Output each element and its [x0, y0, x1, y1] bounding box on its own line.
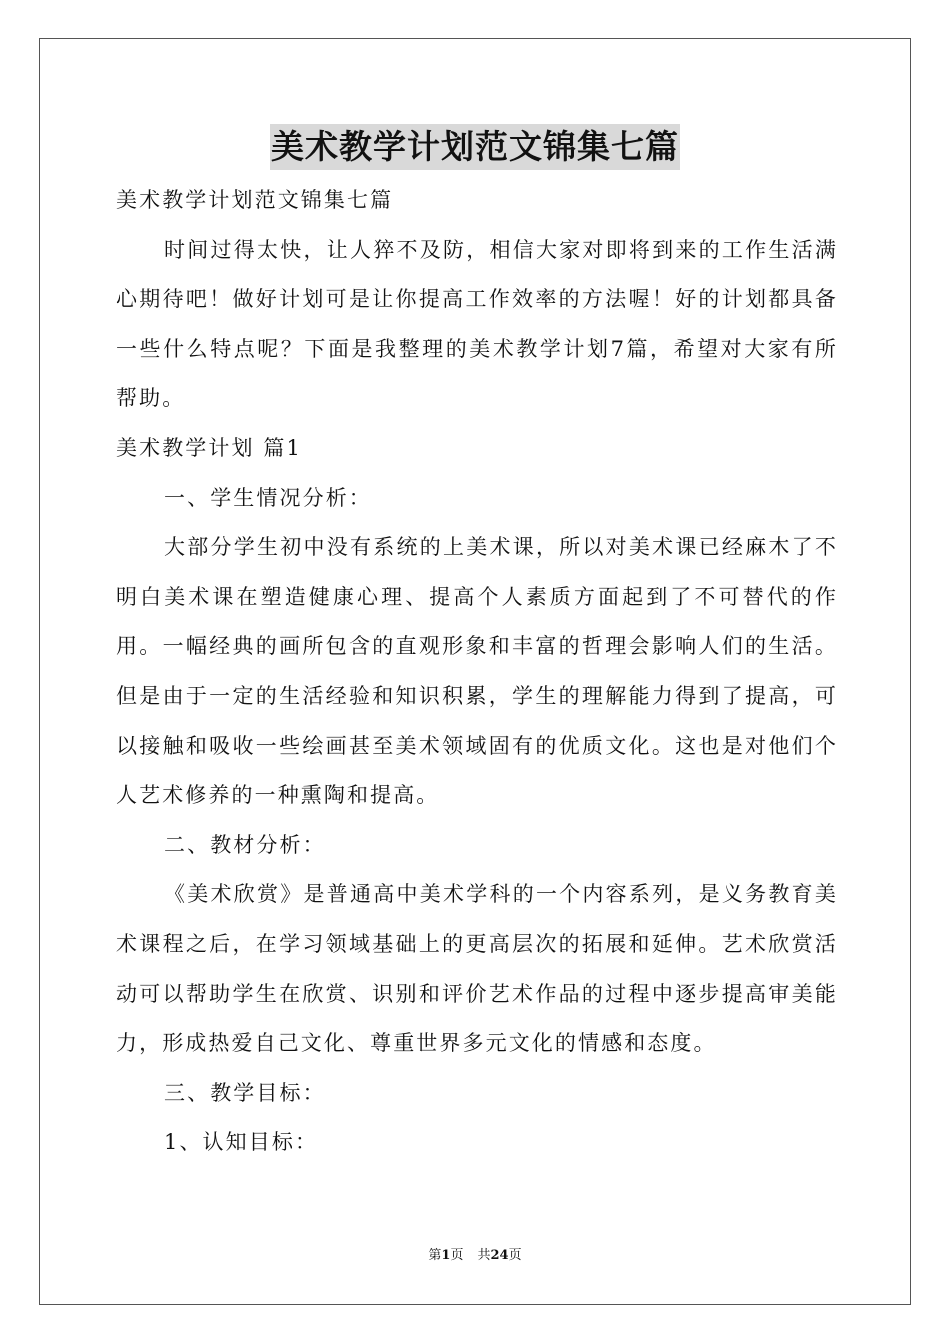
page-prefix: 第: [428, 1248, 442, 1263]
total-prefix: 共: [477, 1248, 491, 1263]
student-analysis-paragraph: 大部分学生初中没有系统的上美术课，所以对美术课已经麻木了不明白美术课在塑造健康心理、提高个人素质方面起到了不可替代的作用。一幅经典的画所包含的直观形象和丰富的哲理会影响人们的生活。但是由于一定的生活经验和知识积累，学生的理解能力得到了提高，可以接触和吸收一些绘画甚至美术领域固有的优质文化。这也是对他们个人艺术修养的一种熏陶和提高。: [116, 535, 838, 808]
subheading-teaching-goals: 三、教学目标：: [164, 1080, 326, 1105]
subheading-student-analysis: 一、学生情况分析：: [164, 485, 372, 510]
subtitle-line: 美术教学计划范文锦集七篇: [116, 188, 394, 212]
document-title: 美术教学计划范文锦集七篇: [270, 124, 680, 170]
title-area: [0, 124, 950, 170]
page-footer: [0, 1247, 950, 1265]
section-heading: 美术教学计划 篇1: [116, 435, 302, 460]
material-analysis-paragraph: 《美术欣赏》是普通高中美术学科的一个内容系列，是义务教育美术课程之后，在学习领域基础上的更高层次的拓展和延伸。艺术欣赏活动可以帮助学生在欣赏、识别和评价艺术作品的过程中逐步提高审美能力，形成热爱自己文化、尊重世界多元文化的情感和态度。: [116, 882, 838, 1056]
document-body: [116, 176, 838, 1168]
subheading-cognitive-goals: 1、认知目标：: [164, 1130, 319, 1155]
page-suffix: 页: [450, 1248, 464, 1263]
intro-paragraph: 时间过得太快，让人猝不及防，相信大家对即将到来的工作生活满心期待吧！做好计划可是让你提高工作效率的方法喔！好的计划都具备一些什么特点呢？下面是我整理的美术教学计划7篇，希望对大家有所帮助。: [116, 237, 838, 411]
page-current: 1: [441, 1248, 451, 1263]
total-pages: 24: [490, 1248, 509, 1263]
total-suffix: 页: [508, 1248, 522, 1263]
subheading-material-analysis: 二、教材分析：: [164, 832, 326, 857]
